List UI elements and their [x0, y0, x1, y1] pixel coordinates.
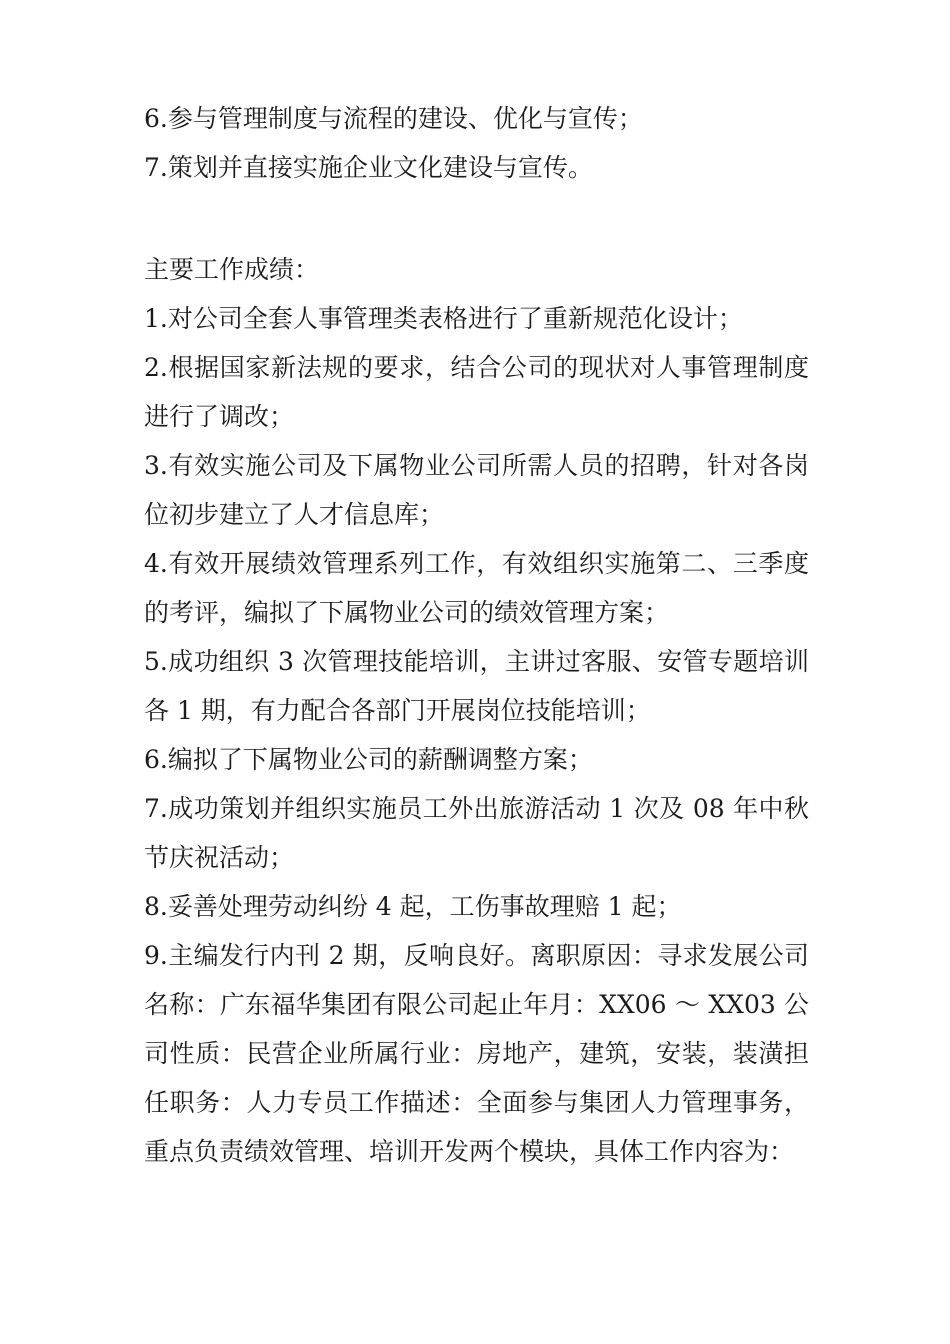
achievements-heading: 主要工作成绩： — [144, 255, 320, 284]
achievement-item-3: 3.有效实施公司及下属物业公司所需人员的招聘，针对各岗位初步建立了人才信息库； — [144, 451, 809, 529]
achievement-item-4: 4.有效开展绩效管理系列工作，有效组织实施第二、三季度的考评，编拟了下属物业公司的绩效管理方案； — [144, 549, 809, 627]
achievement-item-1: 1.对公司全套人事管理类表格进行了重新规范化设计； — [144, 304, 743, 333]
achievement-item-2: 2.根据国家新法规的要求，结合公司的现状对人事管理制度进行了调改； — [144, 353, 809, 431]
achievement-item-7: 7.成功策划并组织实施员工外出旅游活动 1 次及 08 年中秋节庆祝活动； — [144, 794, 809, 872]
achievement-item-6: 6.编拟了下属物业公司的薪酬调整方案； — [144, 745, 593, 774]
duty-item-6: 6.参与管理制度与流程的建设、优化与宣传； — [144, 104, 643, 133]
achievement-item-8: 8.妥善处理劳动纠纷 4 起，工伤事故理赔 1 起； — [144, 892, 682, 921]
achievement-item-5: 5.成功组织 3 次管理技能培训，主讲过客服、安管专题培训各 1 期，有力配合各部门开展岗位技能培训； — [144, 647, 809, 725]
achievements-section — [144, 245, 809, 1176]
duty-item-7: 7.策划并直接实施企业文化建设与宣传。 — [144, 153, 593, 182]
achievement-item-9: 9.主编发行内刊 2 期，反响良好。离职原因：寻求发展公司名称：广东福华集团有限公司起止年月：XX06 ～ XX03 公司性质：民营企业所属行业：房地产，建筑，安装，装潢担任职务：人力专员工作描述：全面参与集团人力管理事务，重点负责绩效管理、培训开发两个模块，具体工作内容为： — [144, 941, 809, 1166]
duties-continued-section — [144, 94, 809, 192]
